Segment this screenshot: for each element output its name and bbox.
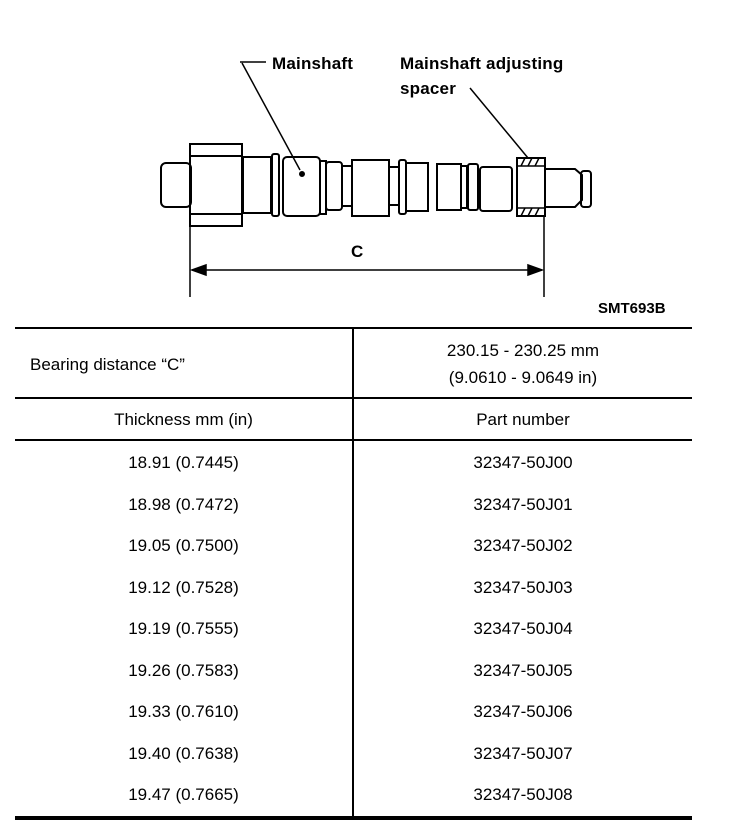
part-number-cell: 32347-50J00 [473,453,573,472]
part-number-cell: 32347-50J03 [473,577,573,597]
thickness-cell: 19.19 (0.7555) [128,619,239,638]
part-number-cell: 32347-50J06 [473,702,573,721]
spacer-label-line2: spacer [400,79,457,98]
thickness-cell: 19.12 (0.7528) [128,577,239,597]
part-number-cell: 32347-50J01 [473,494,573,514]
mainshaft-label: Mainshaft [272,54,354,73]
spacer-hatching [517,158,545,216]
thickness-cell: 19.33 (0.7610) [128,702,239,721]
spec-value-mm: 230.15 - 230.25 mm [446,341,600,360]
mainshaft-diagram [0,0,736,320]
part-number-cell: 32347-50J07 [473,743,573,763]
dimension-c-label: C [351,242,364,261]
figure-code: SMT693B [598,300,666,317]
header-thickness: Thickness mm (in) [114,410,253,429]
spec-value-in: (9.0610 - 9.0649 in) [448,368,598,387]
thickness-cell: 18.98 (0.7472) [128,494,239,514]
thickness-cell: 19.26 (0.7583) [128,660,239,680]
part-number-cell: 32347-50J08 [473,785,573,804]
spacer-label-line1: Mainshaft adjusting [400,54,564,73]
thickness-cell: 19.47 (0.7665) [128,785,239,804]
part-number-cell: 32347-50J02 [473,536,573,555]
dimension-c [190,216,544,297]
leader-lines [240,62,528,170]
thickness-cell: 19.05 (0.7500) [128,536,239,555]
thickness-cell: 18.91 (0.7445) [128,453,239,472]
header-part-number: Part number [476,410,570,429]
part-number-cell: 32347-50J05 [473,660,573,680]
thickness-cell: 19.40 (0.7638) [128,743,239,763]
spec-label: Bearing distance “C” [30,355,185,374]
part-number-cell: 32347-50J04 [473,619,573,638]
